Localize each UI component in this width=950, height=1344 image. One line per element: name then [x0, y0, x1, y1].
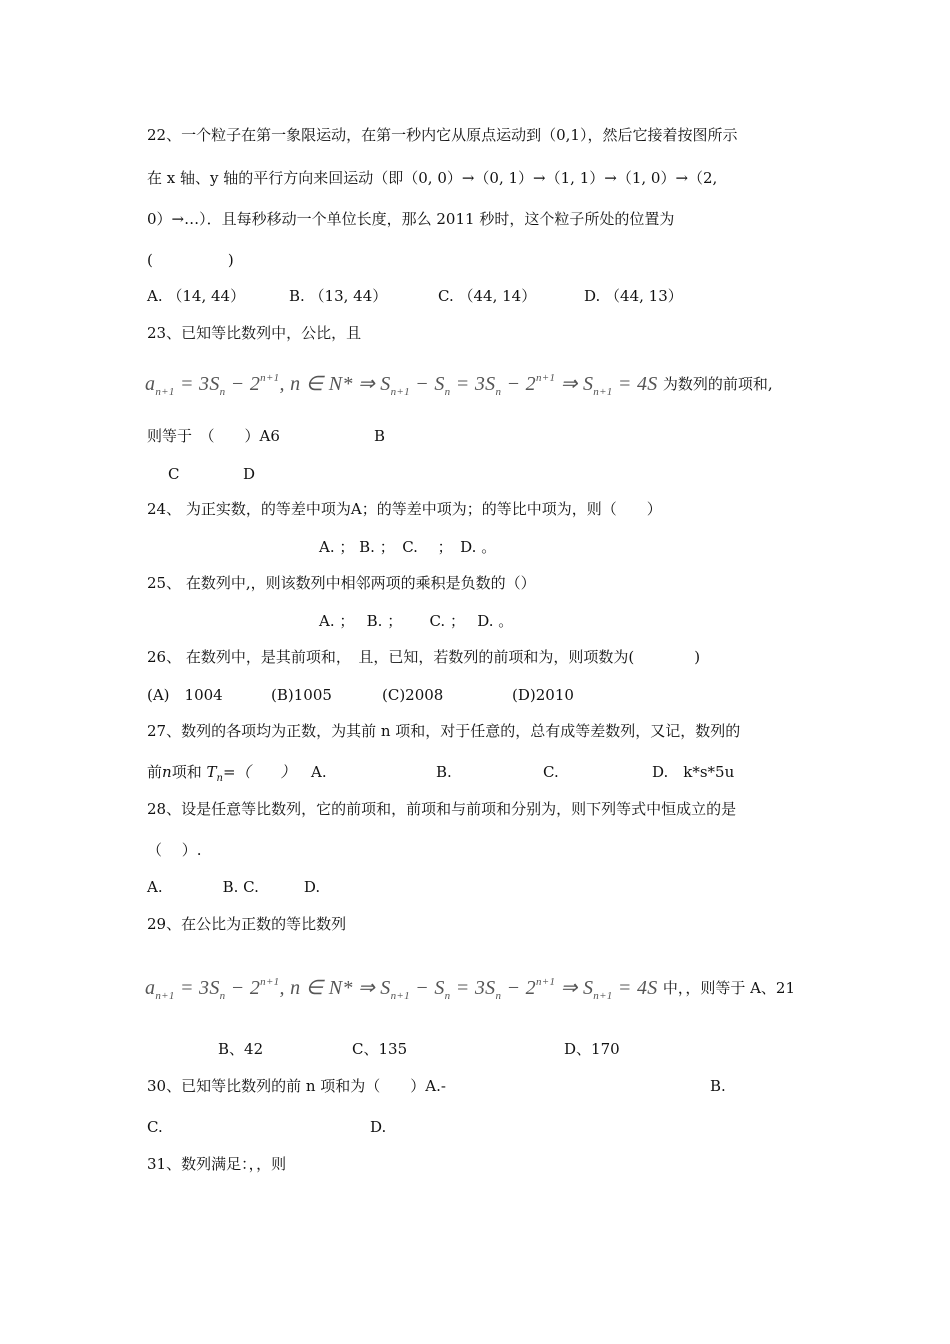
q22-line2: 在 x 轴、y 轴的平行方向来回运动（即（0, 0）→（0, 1）→（1, 1）→（1, 0）→（2, — [147, 169, 718, 187]
q25-options: A. ； B. ； C. ； D. 。 — [319, 612, 514, 630]
q30-option-d: D. — [370, 1118, 387, 1136]
q23-formula — [145, 368, 773, 400]
q29-option-b: B、42 — [218, 1040, 264, 1058]
q23-formula-image — [145, 368, 657, 400]
q22-option-c: C. （44, 14） — [438, 287, 537, 305]
q23-formula-tail: 为数列的前项和, — [662, 375, 773, 394]
q27-tn-letter: T — [206, 763, 217, 781]
q28-line1: 28、设是任意等比数列，它的前项和，前项和与前项和分别为，则下列等式中恒成立的是 — [147, 800, 737, 818]
q27-option-a: A. — [311, 763, 327, 781]
q27-line2-pre: 前 — [147, 763, 163, 781]
q29-formula — [145, 972, 795, 1004]
q27-option-d: D. k*s*5u — [652, 763, 735, 781]
q22-option-a: A. （14, 44） — [147, 287, 246, 305]
q30-option-c: C. — [147, 1118, 163, 1136]
q27-n-variable: n — [162, 763, 172, 781]
q23-line1: 23、已知等比数列中，公比，且 — [147, 324, 362, 342]
q23-option-b: B — [374, 427, 386, 445]
q27-line2 — [147, 765, 296, 784]
q23-option-d: D — [243, 465, 256, 483]
q29-formula-tail: 中，，则等于 A、21 — [662, 979, 796, 998]
q26-option-c: (C)2008 — [382, 686, 444, 704]
q22-option-b: B. （13, 44） — [289, 287, 388, 305]
q27-line1: 27、数列的各项均为正数，为其前 n 项和，对于任意的，总有成等差数列，又记，数列的 — [147, 722, 741, 740]
q27-line2-mid: 项和 — [171, 763, 202, 781]
q28-options: A. B. C. D. — [147, 878, 321, 896]
q28-line2: （ ）. — [147, 841, 202, 859]
q27-option-b: B. — [436, 763, 452, 781]
q30-line1: 30、已知等比数列的前 n 项和为（ ）A.- — [147, 1077, 446, 1095]
q29-option-d: D、170 — [564, 1040, 620, 1058]
q27-option-c: C. — [543, 763, 559, 781]
q29-line1: 29、在公比为正数的等比数列 — [147, 915, 347, 933]
q26-line1: 26、 在数列中，是其前项和， 且，已知，若数列的前项和为，则项数为( ) — [147, 648, 701, 666]
q26-option-d: (D)2010 — [512, 686, 574, 704]
svg-text:an+1 = 3Sn − 2n+1, n ∈ N* ⇒ Sn: $a_{n+1} = 3S_n - 2^{n+1}$, n ∈ N* ⇒ $S_{n+1} - S_n = 3S_n - 2^{n+1}$ ⇒ $S_{n+1} = 4S$ — [145, 976, 657, 1002]
q23-option-c: C — [168, 465, 180, 483]
q27-tn-eq: =（ ） — [222, 763, 296, 781]
q22-answer-blank: ( ) — [147, 251, 234, 269]
q31-line1: 31、数列满足：，，则 — [147, 1155, 287, 1173]
q26-option-a: (A) 1004 — [147, 686, 223, 704]
svg-text:an+1 = 3Sn − 2n+1, n ∈ N* ⇒ Sn: $a_{n+1} = 3S_n - 2^{n+1}$, n ∈ N* ⇒ $S_{n+1} - S_n = 3S_n - 2^{n+1}$ ⇒ $S_{n+1} = 4S$ — [145, 372, 657, 398]
q23-line3: 则等于 （ ）A6 — [147, 427, 280, 445]
q27-tn — [206, 763, 296, 784]
q30-option-b: B. — [710, 1077, 726, 1095]
q29-option-c: C、135 — [352, 1040, 408, 1058]
q22-line1: 22、一个粒子在第一象限运动，在第一秒内它从原点运动到（0,1），然后它接着按图所示 — [147, 126, 738, 144]
q22-line3: 0）→…）．且每秒移动一个单位长度，那么 2011 秒时，这个粒子所处的位置为 — [147, 210, 675, 228]
q26-option-b: (B)1005 — [271, 686, 332, 704]
q25-line1: 25、 在数列中,，则该数列中相邻两项的乘积是负数的（） — [147, 574, 536, 592]
q22-option-d: D. （44, 13） — [584, 287, 683, 305]
q24-options: A. ； B. ； C. ； D. 。 — [319, 538, 497, 556]
q27-tn-subscript: n — [216, 773, 223, 784]
q24-line1: 24、 为正实数，的等差中项为A；的等差中项为；的等比中项为，则（ ） — [147, 500, 662, 518]
q29-formula-image — [145, 972, 657, 1004]
